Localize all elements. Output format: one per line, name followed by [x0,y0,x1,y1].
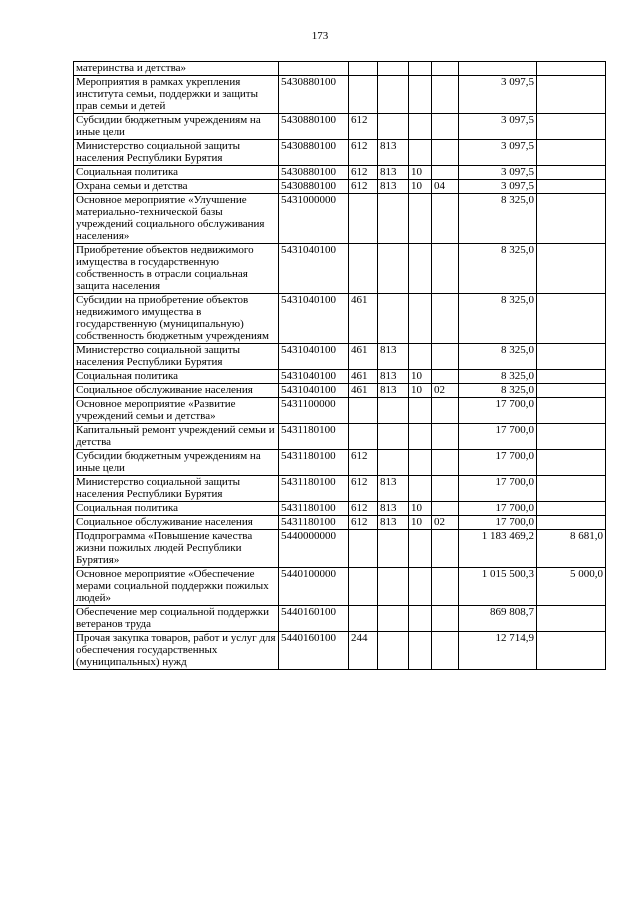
admin-code-cell: 813 [378,344,409,370]
section-cell [409,398,432,424]
target-code-cell: 5431040100 [279,244,349,294]
amount-extra-cell: 8 681,0 [537,530,606,568]
subsection-cell [432,62,459,76]
row-name-cell: материнства и детства» [74,62,279,76]
expense-type-cell [349,244,378,294]
amount-extra-cell [537,606,606,632]
amount-cell: 8 325,0 [459,344,537,370]
subsection-cell [432,344,459,370]
budget-table-body [74,62,606,670]
amount-extra-cell [537,424,606,450]
admin-code-cell: 813 [378,516,409,530]
expense-type-cell [349,398,378,424]
section-cell [409,632,432,670]
table-row [74,344,606,370]
table-row [74,76,606,114]
subsection-cell: 04 [432,180,459,194]
table-row [74,166,606,180]
subsection-cell [432,76,459,114]
table-row [74,62,606,76]
amount-extra-cell [537,344,606,370]
row-name-cell: Министерство социальной защиты населения Республики Бурятия [74,476,279,502]
subsection-cell [432,424,459,450]
expense-type-cell: 612 [349,476,378,502]
table-row [74,450,606,476]
expense-type-cell: 612 [349,516,378,530]
amount-cell: 1 183 469,2 [459,530,537,568]
expense-type-cell: 612 [349,180,378,194]
subsection-cell [432,114,459,140]
amount-cell: 8 325,0 [459,244,537,294]
amount-extra-cell [537,384,606,398]
table-row [74,194,606,244]
section-cell [409,344,432,370]
amount-cell: 8 325,0 [459,294,537,344]
row-name-cell: Социальное обслуживание населения [74,384,279,398]
row-name-cell: Министерство социальной защиты населения Республики Бурятия [74,344,279,370]
target-code-cell: 5431040100 [279,344,349,370]
table-row [74,502,606,516]
admin-code-cell [378,450,409,476]
amount-extra-cell [537,450,606,476]
target-code-cell: 5430880100 [279,114,349,140]
target-code-cell: 5431180100 [279,424,349,450]
expense-type-cell [349,568,378,606]
admin-code-cell [378,398,409,424]
page-number: 173 [311,30,329,42]
expense-type-cell [349,530,378,568]
section-cell [409,140,432,166]
admin-code-cell [378,424,409,450]
expense-type-cell: 461 [349,384,378,398]
target-code-cell: 5430880100 [279,76,349,114]
amount-extra-cell [537,62,606,76]
target-code-cell: 5440160100 [279,606,349,632]
subsection-cell [432,606,459,632]
subsection-cell [432,476,459,502]
admin-code-cell [378,194,409,244]
subsection-cell [432,398,459,424]
admin-code-cell [378,568,409,606]
amount-extra-cell [537,370,606,384]
admin-code-cell [378,606,409,632]
amount-extra-cell [537,180,606,194]
expense-type-cell: 461 [349,344,378,370]
amount-extra-cell [537,114,606,140]
row-name-cell: Основное мероприятие «Развитие учреждений семьи и детства» [74,398,279,424]
budget-table [73,61,606,670]
expense-type-cell: 461 [349,370,378,384]
row-name-cell: Социальное обслуживание населения [74,516,279,530]
amount-extra-cell [537,244,606,294]
amount-extra-cell [537,516,606,530]
row-name-cell: Капитальный ремонт учреждений семьи и детства [74,424,279,450]
amount-extra-cell: 5 000,0 [537,568,606,606]
target-code-cell: 5431180100 [279,450,349,476]
admin-code-cell [378,244,409,294]
expense-type-cell: 612 [349,450,378,476]
section-cell [409,568,432,606]
row-name-cell: Основное мероприятие «Обеспечение мерами социальной поддержки пожилых людей» [74,568,279,606]
row-name-cell: Социальная политика [74,370,279,384]
target-code-cell: 5431040100 [279,384,349,398]
amount-extra-cell [537,476,606,502]
target-code-cell [279,62,349,76]
target-code-cell: 5430880100 [279,166,349,180]
table-row [74,384,606,398]
amount-cell: 3 097,5 [459,76,537,114]
amount-cell: 3 097,5 [459,166,537,180]
table-row [74,180,606,194]
table-row [74,476,606,502]
subsection-cell [432,370,459,384]
section-cell [409,244,432,294]
target-code-cell: 5431040100 [279,370,349,384]
expense-type-cell: 461 [349,294,378,344]
subsection-cell [432,530,459,568]
admin-code-cell [378,114,409,140]
admin-code-cell: 813 [378,370,409,384]
table-row [74,632,606,670]
row-name-cell: Министерство социальной защиты населения Республики Бурятия [74,140,279,166]
row-name-cell: Субсидии бюджетным учреждениям на иные цели [74,114,279,140]
subsection-cell: 02 [432,516,459,530]
table-row [74,424,606,450]
expense-type-cell [349,76,378,114]
section-cell [409,476,432,502]
target-code-cell: 5440000000 [279,530,349,568]
expense-type-cell: 612 [349,502,378,516]
row-name-cell: Субсидии на приобретение объектов недвижимого имущества в государственную (муниципальную) собственность бюджетным учреждениям [74,294,279,344]
admin-code-cell [378,62,409,76]
expense-type-cell: 612 [349,166,378,180]
target-code-cell: 5431040100 [279,294,349,344]
amount-cell: 8 325,0 [459,194,537,244]
admin-code-cell: 813 [378,140,409,166]
subsection-cell [432,568,459,606]
table-row [74,516,606,530]
table-row [74,114,606,140]
subsection-cell [432,194,459,244]
subsection-cell [432,140,459,166]
amount-cell: 17 700,0 [459,516,537,530]
expense-type-cell: 612 [349,114,378,140]
row-name-cell: Мероприятия в рамках укрепления института семьи, поддержки и защиты прав семьи и детей [74,76,279,114]
amount-cell: 8 325,0 [459,370,537,384]
amount-extra-cell [537,76,606,114]
admin-code-cell: 813 [378,476,409,502]
admin-code-cell: 813 [378,166,409,180]
table-row [74,140,606,166]
expense-type-cell: 244 [349,632,378,670]
subsection-cell [432,450,459,476]
amount-cell: 17 700,0 [459,424,537,450]
admin-code-cell: 813 [378,180,409,194]
target-code-cell: 5431180100 [279,502,349,516]
amount-cell: 17 700,0 [459,502,537,516]
row-name-cell: Социальная политика [74,502,279,516]
amount-extra-cell [537,294,606,344]
amount-extra-cell [537,194,606,244]
table-row [74,530,606,568]
admin-code-cell [378,632,409,670]
section-cell [409,424,432,450]
subsection-cell: 02 [432,384,459,398]
expense-type-cell [349,606,378,632]
target-code-cell: 5430880100 [279,180,349,194]
expense-type-cell [349,62,378,76]
amount-cell: 3 097,5 [459,140,537,166]
section-cell [409,450,432,476]
table-row [74,606,606,632]
section-cell: 10 [409,370,432,384]
amount-cell: 3 097,5 [459,114,537,140]
section-cell: 10 [409,502,432,516]
section-cell [409,114,432,140]
amount-extra-cell [537,140,606,166]
amount-cell [459,62,537,76]
target-code-cell: 5430880100 [279,140,349,166]
row-name-cell: Основное мероприятие «Улучшение материально-технической базы учреждений социального обслуживания населения» [74,194,279,244]
target-code-cell: 5431100000 [279,398,349,424]
table-row [74,568,606,606]
table-row [74,398,606,424]
row-name-cell: Прочая закупка товаров, работ и услуг для обеспечения государственных (муниципальных) нужд [74,632,279,670]
expense-type-cell [349,424,378,450]
amount-cell: 17 700,0 [459,450,537,476]
amount-extra-cell [537,502,606,516]
subsection-cell [432,502,459,516]
section-cell: 10 [409,180,432,194]
admin-code-cell [378,294,409,344]
target-code-cell: 5440100000 [279,568,349,606]
amount-cell: 17 700,0 [459,476,537,502]
expense-type-cell [349,194,378,244]
row-name-cell: Приобретение объектов недвижимого имущества в государственную собственность в отрасли социальная защита населения [74,244,279,294]
amount-extra-cell [537,632,606,670]
section-cell [409,76,432,114]
admin-code-cell [378,530,409,568]
subsection-cell [432,166,459,180]
table-row [74,370,606,384]
section-cell [409,294,432,344]
section-cell [409,530,432,568]
amount-cell: 12 714,9 [459,632,537,670]
expense-type-cell: 612 [349,140,378,166]
row-name-cell: Субсидии бюджетным учреждениям на иные цели [74,450,279,476]
target-code-cell: 5440160100 [279,632,349,670]
amount-cell: 1 015 500,3 [459,568,537,606]
row-name-cell: Подпрограмма «Повышение качества жизни пожилых людей Республики Бурятия» [74,530,279,568]
table-row [74,244,606,294]
section-cell: 10 [409,166,432,180]
section-cell: 10 [409,384,432,398]
target-code-cell: 5431180100 [279,476,349,502]
row-name-cell: Социальная политика [74,166,279,180]
section-cell [409,194,432,244]
amount-cell: 8 325,0 [459,384,537,398]
subsection-cell [432,294,459,344]
admin-code-cell: 813 [378,502,409,516]
section-cell: 10 [409,516,432,530]
section-cell [409,606,432,632]
section-cell [409,62,432,76]
subsection-cell [432,632,459,670]
amount-cell: 3 097,5 [459,180,537,194]
table-row [74,294,606,344]
row-name-cell: Обеспечение мер социальной поддержки ветеранов труда [74,606,279,632]
amount-cell: 17 700,0 [459,398,537,424]
target-code-cell: 5431000000 [279,194,349,244]
admin-code-cell: 813 [378,384,409,398]
amount-extra-cell [537,398,606,424]
row-name-cell: Охрана семьи и детства [74,180,279,194]
target-code-cell: 5431180100 [279,516,349,530]
amount-extra-cell [537,166,606,180]
amount-cell: 869 808,7 [459,606,537,632]
subsection-cell [432,244,459,294]
admin-code-cell [378,76,409,114]
